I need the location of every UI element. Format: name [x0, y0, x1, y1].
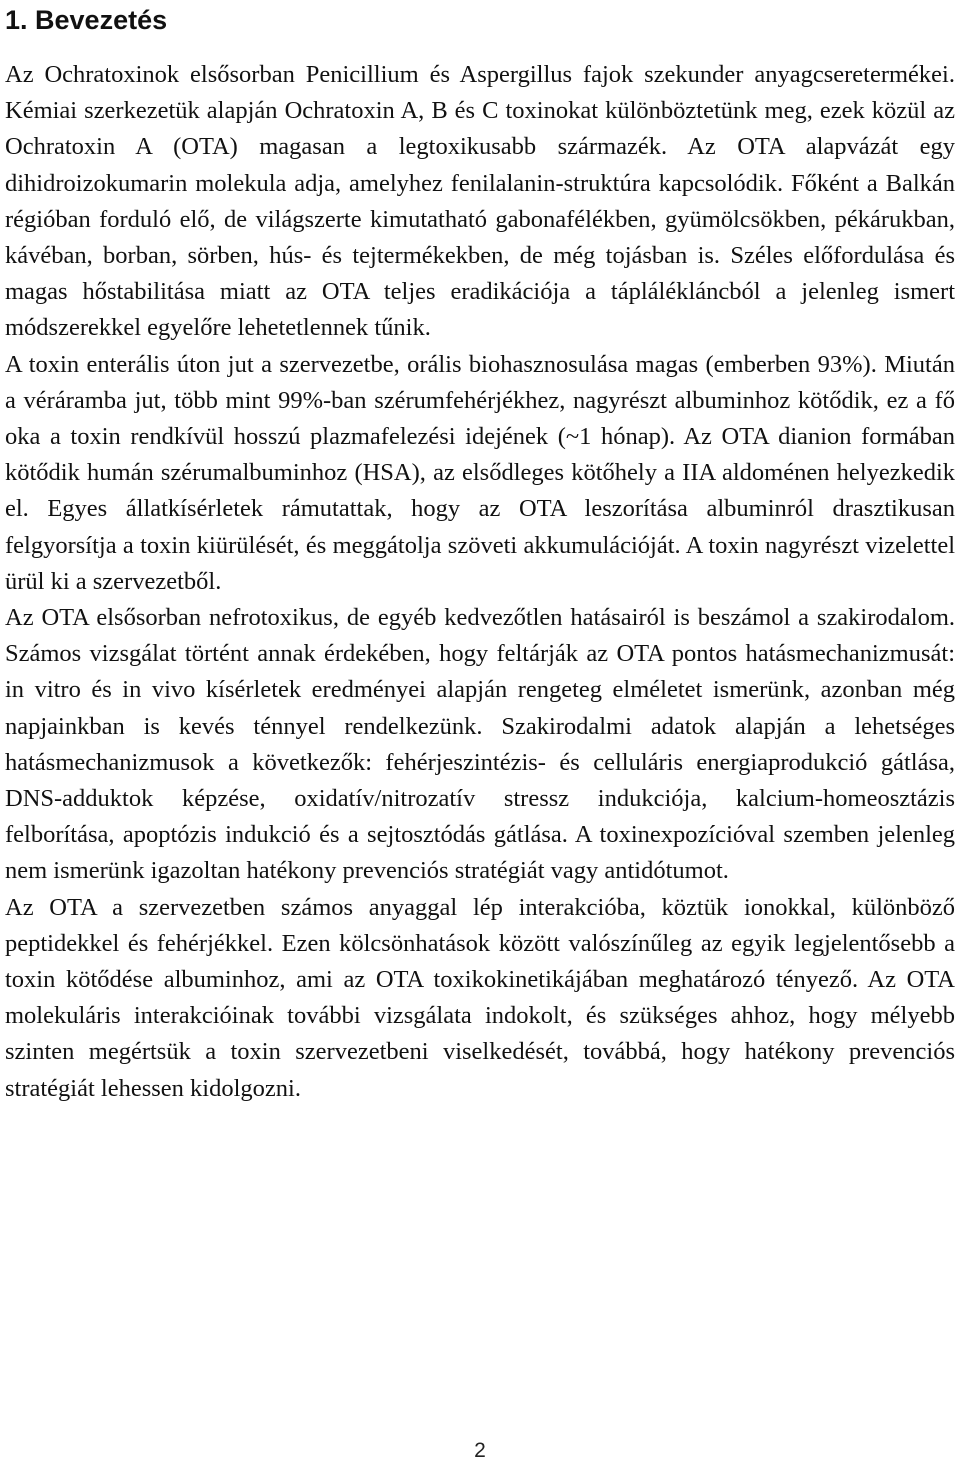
paragraph-toxicokinetics: A toxin enterális úton jut a szervezetbe, orális biohasznosulása magas (emberben 93%). Miután a véráramba jut, több mint 99%-ban szérumfehérjékhez, nagyrészt albuminhoz kötődik, ez a fő oka a toxin rendkívül hosszú plazmafelezési idejének (~1 hónap). Az OTA dianion formában kötődik humán szérumalbuminhoz (HSA), az elsődleges kötőhely a IIA aldoménen helyezkedik el. Egyes állatkísérletek rámutattak, hogy az OTA leszorítása albuminról drasztikusan felgyorsítja a toxin kiürülését, és meggátolja szöveti akkumulációját. A toxin nagyrészt vizelettel ürül ki a szervezetből. — [5, 350, 955, 595]
paragraph-mechanisms: Az OTA elsősorban nefrotoxikus, de egyéb kedvezőtlen hatásairól is beszámol a szakirodalom. Számos vizsgálat történt annak érdekében, hogy feltárják az OTA pontos hatásmechanizmusát: in vitro és in vivo kísérletek eredményei alapján rengeteg elméletet ismerünk, azonban még napjainkban is kevés ténnyel rendelkezünk. Szakirodalmi adatok alapján a lehetséges hatásmechanizmusok a következők: fehérjeszintézis- és celluláris energiaprodukció gátlása, DNS-adduktok képzése, oxidatív/nitrozatív stressz indukciója, kalcium-homeosztázis felborítása, apoptózis indukció és a sejtosztódás gátlása. A toxinexpozícióval szemben jelenleg nem ismerünk igazoltan hatékony prevenciós stratégiát vagy antidótumot. — [5, 604, 955, 885]
section-heading: 1. Bevezetés — [5, 5, 168, 35]
paragraph-interactions: Az OTA a szervezetben számos anyaggal lép interakcióba, köztük ionokkal, különböző peptidekkel és fehérjékkel. Ezen kölcsönhatások között valószínűleg az egyik legjelentősebb a toxin kötődése albuminhoz, ami az OTA toxikokinetikájában meghatározó tényező. Az OTA molekuláris interakcióinak további vizsgálata indokolt, és szükséges ahhoz, hogy mélyebb szinten megértsük a toxin szervezetbeni viselkedését, továbbá, hogy hatékony prevenciós stratégiát lehessen kidolgozni. — [5, 893, 955, 1102]
paragraph-intro: Az Ochratoxinok elsősorban Penicillium és Aspergillus fajok szekunder anyagcseretermékei. Kémiai szerkezetük alapján Ochratoxin A, B és C toxinokat különböztetünk meg, ezek közül az Ochratoxin A (OTA) magasan a legtoxikusabb származék. Az OTA alapvázát egy dihidroizokumarin molekula adja, amelyhez fenilalanin-struktúra kapcsolódik. Főként a Balkán régióban forduló elő, de világszerte kimutatható gabonafélékben, gyümölcsökben, pékárukban, kávéban, borban, sörben, hús- és tejtermékekben, de még tojásban is. Széles előfordulása és magas hőstabilitása miatt az OTA teljes eradikációja a táplálékláncból a jelenleg ismert módszerekkel egyelőre lehetetlennek tűnik. — [5, 61, 955, 342]
page-number: 2 — [474, 1439, 486, 1462]
document-page — [5, 0, 955, 1107]
